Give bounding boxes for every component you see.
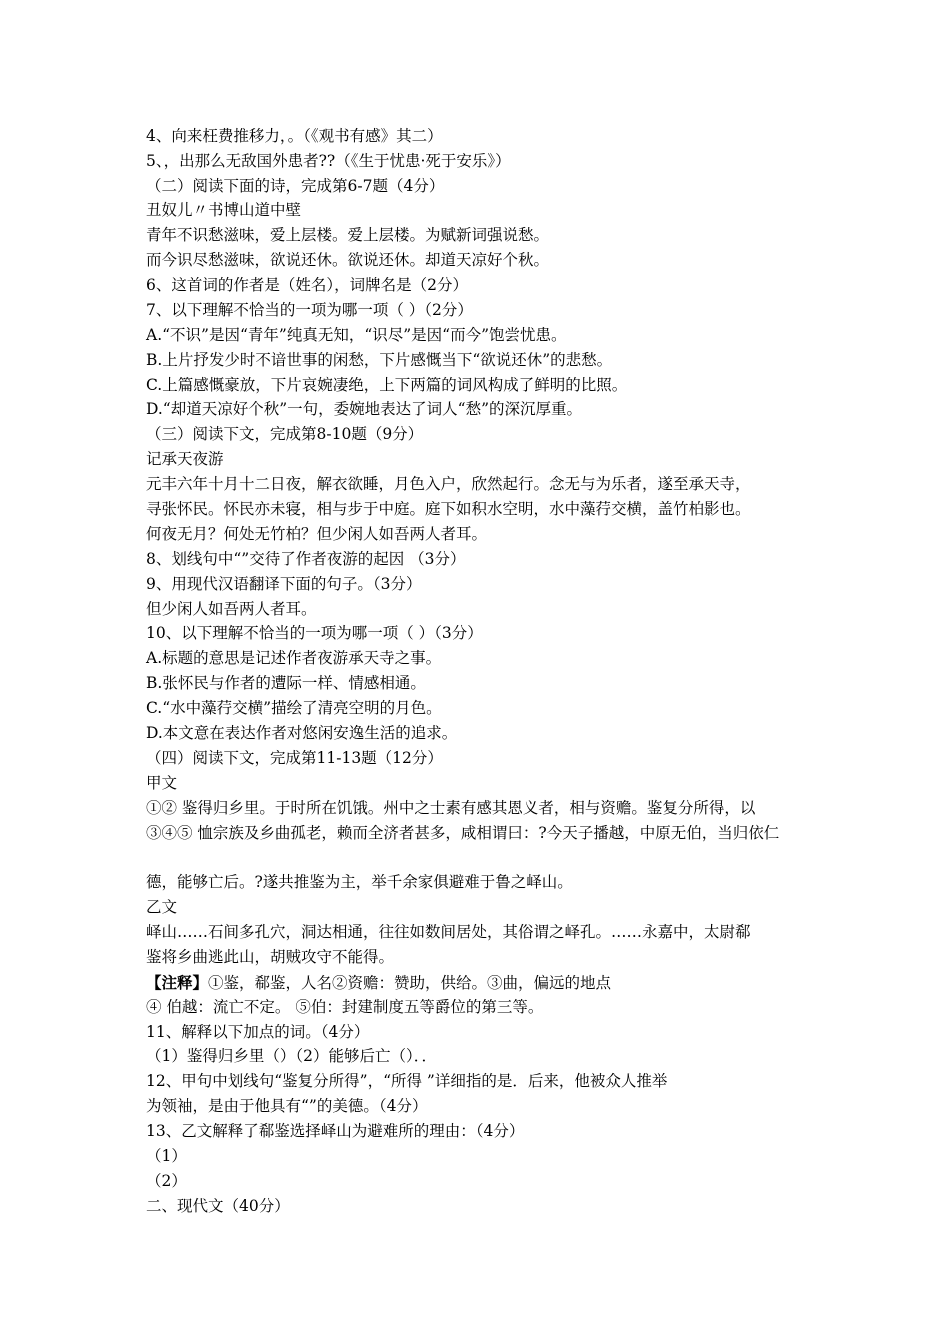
passage-line: 元丰六年十月十二日夜，解衣欲睡，月色入户，欣然起行。念无与为乐者，遂至承天寺， (146, 475, 751, 493)
passage-label: 甲文 (146, 774, 178, 792)
question-11: 11、解释以下加点的词。（4分） (146, 1023, 370, 1041)
question-9: 9、用现代汉语翻译下面的句子。（3分） (146, 575, 422, 593)
passage-line: ③④⑤ 恤宗族及乡曲孤老，赖而全济者甚多，咸相谓曰：?今天子播越，中原无伯，当归依仁 (146, 824, 780, 842)
passage-line: 寻张怀民。怀民亦未寝，相与步于中庭。庭下如积水空明，水中藻荇交横，盖竹柏影也。 (146, 500, 751, 518)
option-b: B.张怀民与作者的遭际一样、情感相通。 (146, 674, 426, 692)
option-b: B.上片抒发少时不谙世事的闲愁，下片感慨当下“欲说还休”的悲愁。 (146, 351, 613, 369)
question-11-items: （1）鉴得归乡里（）（2）能够后亡（）．． (146, 1047, 437, 1065)
annotation-text: ①鉴，郗鉴，人名②资赡：赞助，供给。③曲，偏远的地点 (208, 974, 612, 992)
annotation-label: 【注释】 (146, 973, 209, 992)
passage-line: 德，能够亡后。?遂共推鉴为主，举千余家俱避难于鲁之峄山。 (146, 873, 573, 891)
passage-line: 何夜无月？何处无竹柏？但少闲人如吾两人者耳。 (146, 525, 488, 543)
question-13: 13、乙文解释了郗鉴选择峄山为避难所的理由：（4分） (146, 1122, 525, 1140)
section-heading: （四）阅读下文，完成第11-13题（12分） (146, 749, 443, 767)
question-6: 6、这首词的作者是（姓名），词牌名是（2分） (146, 276, 468, 294)
annotation-line: ④ 伯越：流亡不定。 ⑤伯：封建制度五等爵位的第三等。 (146, 998, 544, 1016)
passage-line: ①② 鉴得归乡里。于时所在饥饿。州中之士素有感其恩义者，相与资赡。鉴复分所得，以 (146, 799, 756, 817)
poem-line: 青年不识愁滋味，爱上层楼。爱上层楼。为赋新词强说愁。 (146, 226, 550, 244)
option-c: C.“水中藻荇交横”描绘了清亮空明的月色。 (146, 699, 442, 717)
passage-line: 峄山……石间多孔穴，洞达相通，往往如数间居处，其俗谓之峄孔。……永嘉中，太尉郗 (146, 923, 751, 941)
text-line: 5、，出那么无敌国外患者??（《生于忧患·死于安乐》） (146, 152, 511, 170)
option-c: C.上篇感慨豪放，下片哀婉凄绝，上下两篇的词风构成了鲜明的比照。 (146, 376, 628, 394)
passage-title: 记承天夜游 (146, 450, 224, 468)
answer-blank-1: （1） (146, 1147, 187, 1165)
passage-line: 鉴将乡曲逃此山，胡贼攻守不能得。 (146, 948, 395, 966)
option-d: D.本文意在表达作者对悠闲安逸生活的追求。 (146, 724, 458, 742)
option-a: A.标题的意思是记述作者夜游承天寺之事。 (146, 649, 442, 667)
question-12-cont: 为领袖，是由于他具有“”的美德。（4分） (146, 1097, 428, 1115)
section-heading: （三）阅读下文，完成第8-10题（9分） (146, 425, 424, 443)
option-d: D.“却道天凉好个秋”一句，委婉地表达了词人“愁”的深沉厚重。 (146, 400, 582, 418)
annotation-line (146, 970, 810, 996)
question-10: 10、以下理解不恰当的一项为哪一项（ ）（3分） (146, 624, 483, 642)
translation-sentence: 但少闲人如吾两人者耳。 (146, 600, 317, 618)
question-7: 7、以下理解不恰当的一项为哪一项（ ）（2分） (146, 301, 473, 319)
option-a: A.“不识”是因“青年”纯真无知，“识尽”是因“而今”饱尝忧患。 (146, 326, 567, 344)
answer-blank-2: （2） (146, 1172, 187, 1190)
poem-line: 而今识尽愁滋味，欲说还休。欲说还休。却道天凉好个秋。 (146, 251, 550, 269)
section-heading: （二）阅读下面的诗，完成第6-7题（4分） (146, 177, 445, 195)
question-8: 8、划线句中“”交待了作者夜游的起因 （3分） (146, 550, 466, 568)
passage-label: 乙文 (146, 898, 178, 916)
question-12: 12、甲句中划线句“鉴复分所得”，“所得 ”详细指的是．后来，他被众人推举 (146, 1072, 668, 1090)
section-heading: 二、现代文（40分） (146, 1197, 290, 1215)
poem-title: 丑奴儿〃书博山道中壁 (146, 201, 302, 219)
text-line: 4、向来枉费推移力，。（《观书有感》其二） (146, 127, 443, 145)
